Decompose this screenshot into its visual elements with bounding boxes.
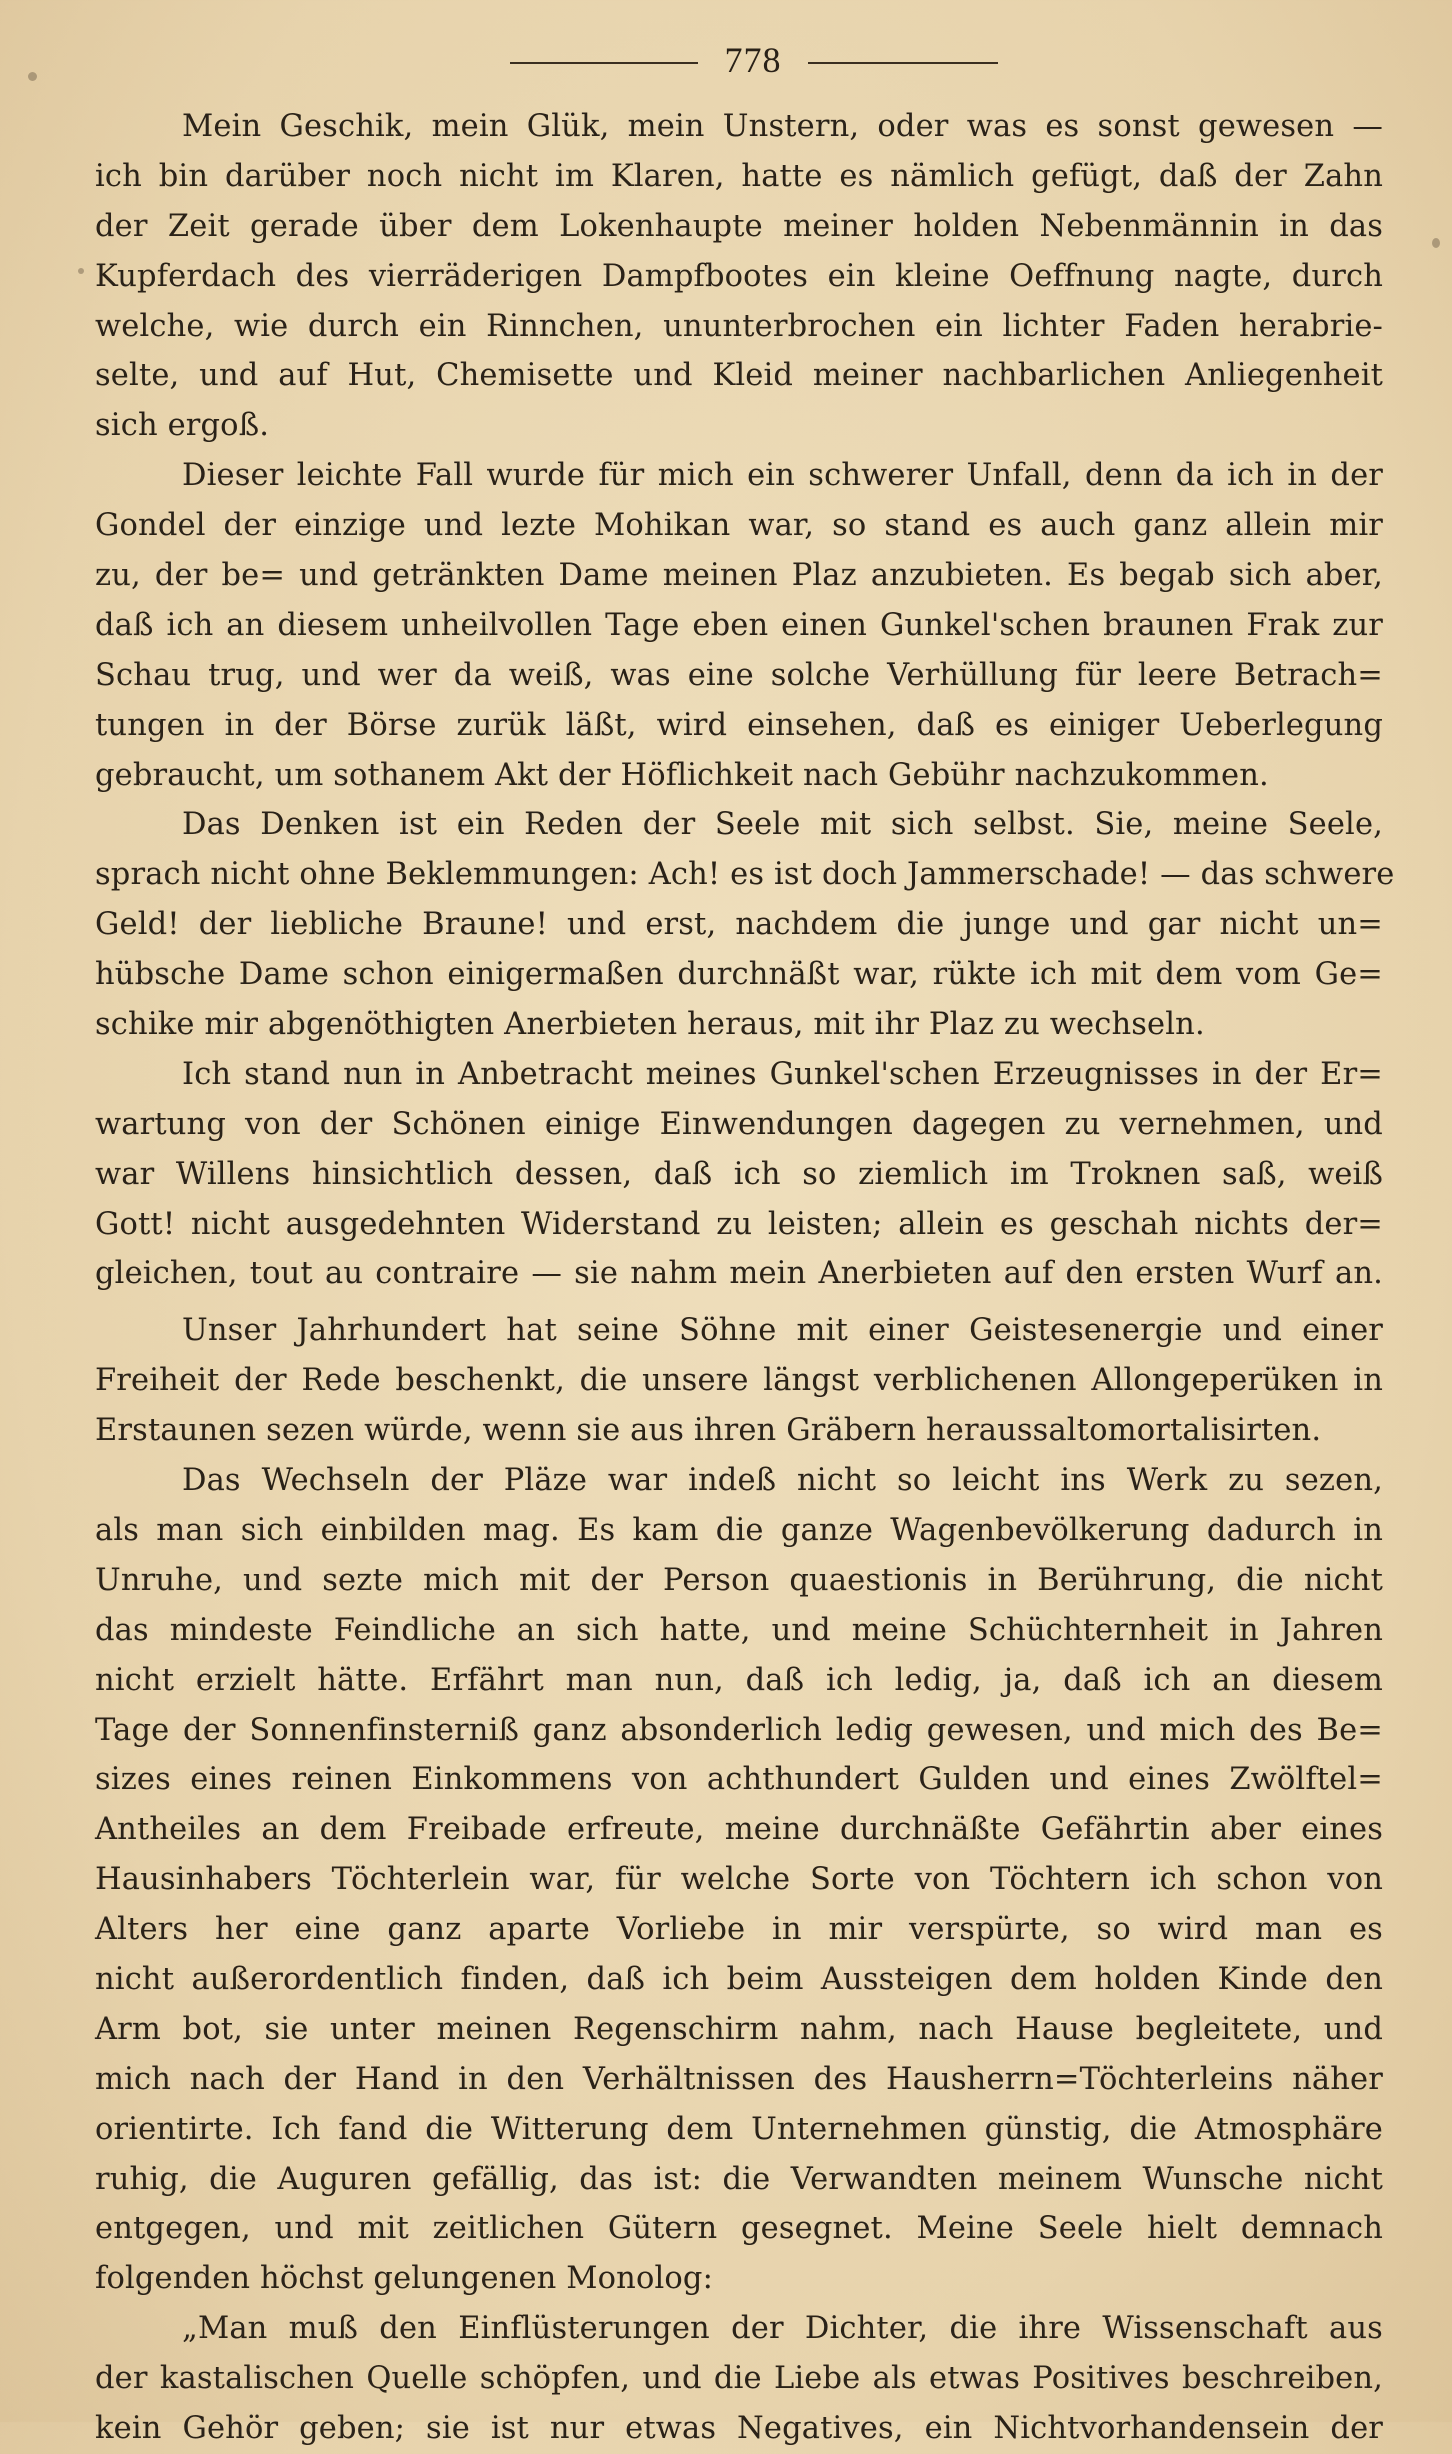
paper-speck xyxy=(28,72,37,81)
text-line: Antheiles an dem Freibade erfreute, meine durchnäßte Gefährtin aber eines xyxy=(95,1812,1383,1848)
text-line: Schau trug, und wer da weiß, was eine solche Verhüllung für leere Betrach= xyxy=(95,657,1383,693)
text-line: ruhig, die Auguren gefällig, das ist: die Verwandten meinem Wunsche nicht xyxy=(95,2161,1383,2197)
text-line: der kastalischen Quelle schöpfen, und die Liebe als etwas Positives beschreiben, xyxy=(95,2361,1383,2397)
text-line: hübsche Dame schon einigermaßen durchnäßt war, rükte ich mit dem vom Ge= xyxy=(95,957,1383,993)
text-line: sprach nicht ohne Beklemmungen: Ach! es ist doch Jammerschade! — das schwere xyxy=(95,857,1395,893)
text-line: folgenden höchst gelungenen Monolog: xyxy=(95,2261,714,2297)
text-line: Erstaunen sezen würde, wenn sie aus ihren Gräbern heraussaltomortalisirten. xyxy=(95,1413,1322,1449)
text-line: Gondel der einzige und lezte Mohikan war, so stand es auch ganz allein mir xyxy=(95,508,1383,544)
text-line: orientirte. Ich fand die Witterung dem Unternehmen günstig, die Atmosphäre xyxy=(95,2111,1383,2147)
text-line: Alters her eine ganz aparte Vorliebe in mir verspürte, so wird man es xyxy=(95,1912,1383,1948)
text-line: Ich stand nun in Anbetracht meines Gunkel'schen Erzeugnisses in der Er= xyxy=(182,1056,1383,1092)
text-line: Gott! nicht ausgedehnten Widerstand zu leisten; allein es geschah nichts der= xyxy=(95,1206,1383,1242)
text-line: Mein Geschik, mein Glük, mein Unstern, oder was es sonst gewesen — xyxy=(182,109,1383,144)
page-header xyxy=(0,40,1452,80)
text-line: kein Gehör geben; sie ist nur etwas Negatives, ein Nichtvorhandensein der xyxy=(95,2410,1383,2446)
text-line: gleichen, tout au contraire — sie nahm mein Anerbieten auf den ersten Wurf an. xyxy=(95,1256,1383,1292)
text-line: mich nach der Hand in den Verhältnissen des Hausherrn=Töchterleins näher xyxy=(95,2061,1383,2097)
text-line: sich ergoß. xyxy=(95,408,270,444)
text-line: als man sich einbilden mag. Es kam die ganze Wagenbevölkerung dadurch in xyxy=(95,1512,1383,1548)
text-line: das mindeste Feindliche an sich hatte, und meine Schüchternheit in Jahren xyxy=(95,1612,1383,1648)
text-line: Kupferdach des vierräderigen Dampfbootes ein kleine Oeffnung nagte, durch xyxy=(95,258,1383,294)
text-line: Unser Jahrhundert hat seine Söhne mit einer Geistesenergie und einer xyxy=(182,1313,1383,1349)
header-rule-right xyxy=(808,62,998,64)
page-number: 778 xyxy=(724,40,782,80)
text-line: Geld! der liebliche Braune! und erst, nachdem die junge und gar nicht un= xyxy=(95,907,1383,943)
text-line: tungen in der Börse zurük läßt, wird einsehen, daß es einiger Ueberlegung xyxy=(95,707,1383,743)
text-line: nicht erzielt hätte. Erfährt man nun, daß ich ledig, ja, daß ich an diesem xyxy=(95,1662,1383,1698)
text-line: Das Wechseln der Pläze war indeß nicht so leicht ins Werk zu sezen, xyxy=(182,1463,1383,1499)
text-line: selte, und auf Hut, Chemisette und Kleid meiner nachbarlichen Anliegenheit xyxy=(95,358,1383,394)
text-line: welche, wie durch ein Rinnchen, ununterbrochen ein lichter Faden herabrie- xyxy=(95,308,1383,344)
text-line: Hausinhabers Töchterlein war, für welche Sorte von Töchtern ich schon von xyxy=(95,1862,1383,1898)
text-line: Tage der Sonnenfinsterniß ganz absonderlich ledig gewesen, und mich des Be= xyxy=(95,1712,1383,1748)
text-line: zu, der be= und getränkten Dame meinen Plaz anzubieten. Es begab sich aber, xyxy=(95,558,1383,594)
paper-speck xyxy=(78,268,84,274)
body-text xyxy=(95,102,1395,2454)
text-line: Arm bot, sie unter meinen Regenschirm nahm, nach Hause begleitete, und xyxy=(95,2011,1383,2047)
text-line: Das Denken ist ein Reden der Seele mit sich selbst. Sie, meine Seele, xyxy=(182,807,1383,843)
text-line: Unruhe, und sezte mich mit der Person quaestionis in Berührung, die nicht xyxy=(95,1562,1383,1598)
text-line: entgegen, und mit zeitlichen Gütern gesegnet. Meine Seele hielt demnach xyxy=(95,2211,1383,2247)
header-rule-left xyxy=(510,62,698,64)
paper-speck xyxy=(1432,238,1440,248)
text-line: Freiheit der Rede beschenkt, die unsere längst verblichenen Allongeperüken in xyxy=(95,1363,1383,1399)
text-line: „Man muß den Einflüsterungen der Dichter, die ihre Wissenschaft aus xyxy=(182,2311,1383,2347)
text-line: gebraucht, um sothanem Akt der Höflichkeit nach Gebühr nachzukommen. xyxy=(95,757,1269,793)
text-line: wartung von der Schönen einige Einwendungen dagegen zu vernehmen, und xyxy=(95,1106,1383,1142)
text-line: nicht außerordentlich finden, daß ich beim Aussteigen dem holden Kinde den xyxy=(95,1961,1383,1997)
text-line: Dieser leichte Fall wurde für mich ein schwerer Unfall, denn da ich in der xyxy=(182,458,1383,494)
text-line: sizes eines reinen Einkommens von achthundert Gulden und eines Zwölftel= xyxy=(95,1762,1383,1798)
text-line: schike mir abgenöthigten Anerbieten heraus, mit ihr Plaz zu wechseln. xyxy=(95,1007,1205,1043)
text-line: war Willens hinsichtlich dessen, daß ich so ziemlich im Troknen saß, weiß xyxy=(95,1156,1383,1192)
text-line: ich bin darüber noch nicht im Klaren, hatte es nämlich gefügt, daß der Zahn xyxy=(95,158,1383,194)
text-line: der Zeit gerade über dem Lokenhaupte meiner holden Nebenmännin in das xyxy=(95,208,1383,244)
text-line: daß ich an diesem unheilvollen Tage eben einen Gunkel'schen braunen Frak zur xyxy=(95,607,1383,643)
